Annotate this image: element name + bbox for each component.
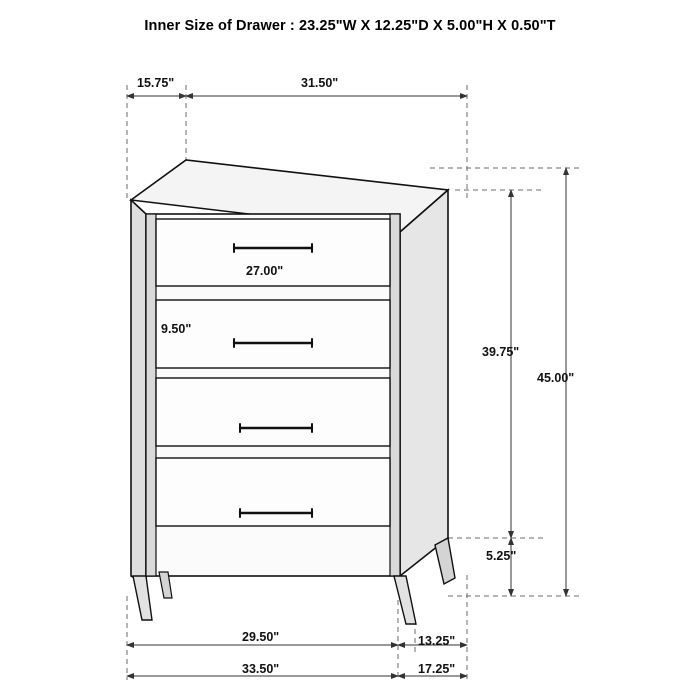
dim-leg-span-front: 29.50"	[242, 630, 280, 644]
chest-front-right-stile	[390, 214, 400, 576]
chest-right-panel	[400, 190, 448, 576]
page-title: Inner Size of Drawer : 23.25"W X 12.25"D X 5.00"H X 0.50"T	[144, 18, 556, 34]
leg-front-right	[394, 576, 416, 624]
dim-drawer-front-height: 9.50"	[161, 322, 192, 336]
dim-overall-height: 45.00"	[537, 371, 575, 385]
chest-left-panel	[131, 200, 146, 584]
dim-width-top: 31.50"	[301, 76, 339, 90]
drawer-front-4	[156, 458, 390, 526]
dim-overall-width-front: 33.50"	[242, 662, 280, 676]
dim-overall-depth-side: 17.25"	[418, 662, 456, 676]
leg-back-right	[435, 538, 455, 584]
chest-front-left-stile	[146, 214, 156, 576]
leg-front-left	[133, 576, 152, 620]
dim-leg-height: 5.25"	[486, 549, 517, 563]
dim-case-height: 39.75"	[482, 345, 520, 359]
chest-body	[131, 160, 455, 624]
drawer-front-3	[156, 378, 390, 446]
dim-drawer-front-width: 27.00"	[246, 264, 284, 278]
dim-leg-span-side: 13.25"	[418, 634, 456, 648]
dim-depth-top: 15.75"	[137, 76, 175, 90]
